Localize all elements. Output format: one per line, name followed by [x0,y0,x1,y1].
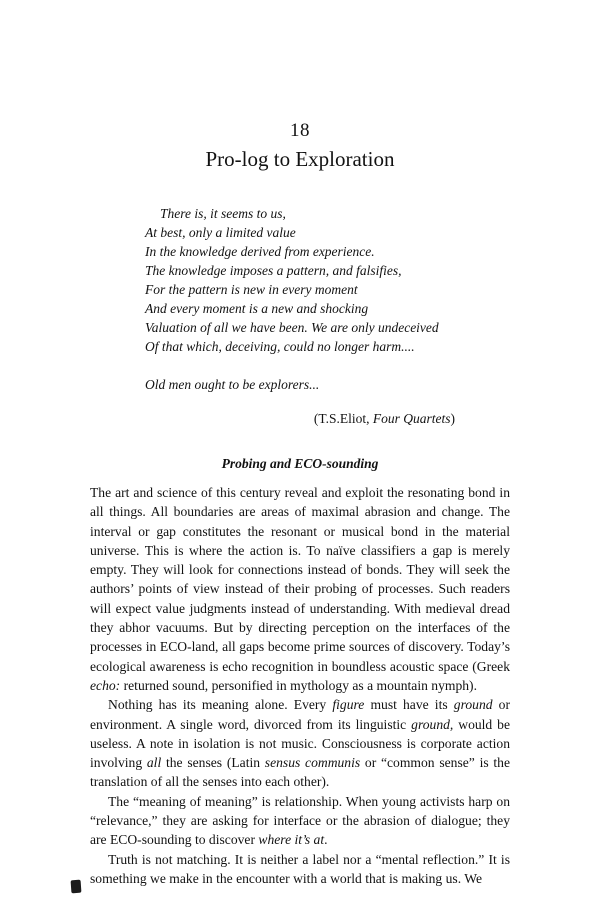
section-heading: Probing and ECO-sounding [221,456,379,471]
poem-line: In the knowledge derived from experience. [145,244,375,259]
chapter-title: Pro-log to Exploration [205,147,395,171]
page-content [0,120,600,888]
italic-segment: figure [332,697,365,713]
paragraph [90,483,510,695]
attribution-work-title: Four Quartets [372,411,451,426]
attribution-suffix: ) [450,411,455,426]
text-segment: returned sound, personified in mythology as a mountain nymph). [120,677,477,693]
poem-line: And every moment is a new and shocking [145,301,369,316]
poem-line: At best, only a limited value [145,225,296,240]
text-segment: The art and science of this century reveal and exploit the resonating bond in all things. All boundaries are areas of maximal abrasion and change. The interval or gap constitutes the resonant or musical bond in the material universe. This is where the action is. To naïve classifiers a gap is merely empty. They will look for connections instead of bonds. They will seek the authors’ points of view instead of their probing of processes. Such readers will expect value judgments instead of understanding. With medieval dread they abhor vacuums. But by directing perception on the interfaces of the processes in ECO-land, all gaps become prime sources of discovery. Today’s ecological awareness is echo recognition in boundless acoustic space (Greek [90,485,510,674]
text-segment: or environment. A single word, divorced from its linguistic [90,697,510,732]
poem-line: For the pattern is new in every moment [145,282,358,297]
poem-attribution [90,409,510,428]
text-segment: must have its [364,697,454,713]
poem-line: Of that which, deceiving, could no longer harm.... [145,339,415,354]
text-segment: The “meaning of meaning” is relationship. When young activists harp on “relevance,” they are asking for interface or the abrasion of dialogue; they are ECO-sounding to discover [90,793,510,848]
poem-lines [145,204,510,356]
text-segment: would be useless. A note in isolation is not music. Consciousness is corporate action involving [90,716,510,771]
text-segment: the senses (Latin [161,755,265,771]
italic-segment: sensus communis [264,755,361,771]
body-paragraphs [90,483,510,888]
poem-line: The knowledge imposes a pattern, and falsifies, [145,263,402,278]
paragraph [90,850,510,889]
italic-segment: echo: [90,677,121,693]
text-segment: or “common sense” is the translation of all the senses into each other). [90,755,510,790]
poem-closing-line: Old men ought to be explorers... [145,377,320,392]
poem-line: There is, it seems to us, [160,206,286,221]
attribution-author: (T.S.Eliot, [313,411,373,426]
chapter-number: 18 [290,120,310,141]
italic-segment: where it’s at [258,832,325,848]
italic-segment: all [146,755,162,771]
paragraph [90,695,510,791]
poem-line: Valuation of all we have been. We are only undeceived [145,320,439,335]
text-segment: . [324,832,328,848]
italic-segment: ground [453,697,493,713]
scan-artifact-mark [71,880,82,894]
text-segment: Nothing has its meaning alone. Every [108,697,333,713]
italic-segment: ground, [411,716,454,732]
paragraph [90,792,510,850]
text-segment: Truth is not matching. It is neither a label nor a “mental reflection.” It is something we make in the encounter with a world that is making us. We [90,851,510,886]
